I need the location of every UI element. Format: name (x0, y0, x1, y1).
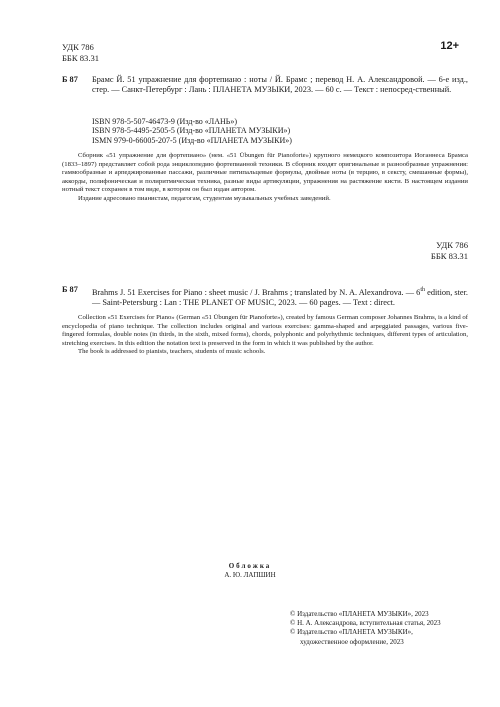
classification-repeat (431, 240, 468, 262)
en-audience-paragraph: The book is addressed to pianists, teachers, students of music schools. (78, 348, 266, 356)
author-sign-code: Б 87 (62, 285, 78, 294)
copyright-line: © Издательство «ПЛАНЕТА МУЗЫКИ», 2023 (290, 610, 429, 618)
en-bibliographic-entry (62, 285, 468, 308)
ru-entry-text: Брамс Й. 51 упражнение для фортепиано : ноты / Й. Брамс ; перевод Н. А. Александровой. — 6-е изд., стер. — Санкт-Петербург : Лань : ПЛАНЕТА МУЗЫКИ, 2023. — 60 с. — Текст : непосред-ственный. (92, 75, 468, 95)
isbn-line: ISBN 978-5-4495-2505-5 (Изд-во «ПЛАНЕТА МУЗЫКИ») (92, 126, 291, 136)
isbn-list (92, 117, 292, 145)
ismn-line: ISMN 979-0-66005-207-5 (Изд-во «ПЛАНЕТА МУЗЫКИ») (92, 135, 292, 145)
copyright-line: © Издательство «ПЛАНЕТА МУЗЫКИ», (290, 628, 413, 637)
age-rating-badge: 12+ (440, 40, 459, 52)
bbk-code: ББК 83.31 (62, 53, 100, 63)
author-sign-code: Б 87 (62, 75, 78, 84)
ru-abstract-paragraph: Сборник «51 упражнение для фортепиано» (нем. «51 Übungen für Pianoforte») крупного немецкого композитора Иоганнеса Брамса (1833–1897) представляет собой рода энциклопедию фортепианной техники. В сборник входят оригинальные и разнообразные упражнения: гаммообразные и арпеджированные пассажи, различные пятипальцевые формулы, двойные ноты (в терцию, в сексту, смешанные формы), аккорды, полифоническая и полиритмическая техника, разные виды артикуляции, упражнения на растяжение кисти. В настоящем издании нотный текст сохранен в том виде, в котором он был издан автором. (62, 152, 468, 194)
copyright-block (290, 610, 441, 647)
copyright-line: художественное оформление, 2023 (300, 637, 404, 646)
udk-code: УДК 786 (436, 240, 468, 250)
en-abstract-paragraph: Collection «51 Exercises for Piano» (German «51 Übungen für Pianoforte»), created by famous German composer Johannes Brahms, is a kind of encyclopedia of piano technique. The collection includes original and various exercises: gamma-shaped and arpeggiated passages, various five-fingered formulas, double notes (in thirds, in the sixth, mixed forms), chords, polyphonic and polyrhythmic techniques, different types of articulation, stretching exercises. In this edition the notation text is preserved in the form in which it was published by the author. (62, 314, 468, 347)
ru-bibliographic-entry (62, 75, 468, 95)
ru-abstract (62, 152, 468, 204)
isbn-line: ISBN 978-5-507-46473-9 (Изд-во «ЛАНЬ») (92, 117, 238, 126)
cover-credit (0, 562, 500, 580)
ru-audience-paragraph: Издание адресовано пианистам, педагогам, студентам музыкальных учебных заведений. (78, 194, 331, 202)
en-abstract (62, 314, 468, 357)
cover-designer: А. Ю. ЛАПШИН (224, 571, 276, 579)
classification-header (62, 42, 99, 64)
cover-label: Обложка (228, 562, 272, 570)
udk-code: УДК 786 (62, 42, 94, 52)
copyright-line: © Н. А. Александрова, вступительная статья, 2023 (290, 619, 441, 628)
bbk-code: ББК 83.31 (430, 251, 468, 261)
en-entry-text: Brahms J. 51 Exercises for Piano : sheet music / J. Brahms ; translated by N. A. Alexandrova. — 6th edition, ster. — Saint-Petersburg : Lan : THE PLANET OF MUSIC, 2023. — 60 pages. — Text : direct. (92, 287, 468, 307)
